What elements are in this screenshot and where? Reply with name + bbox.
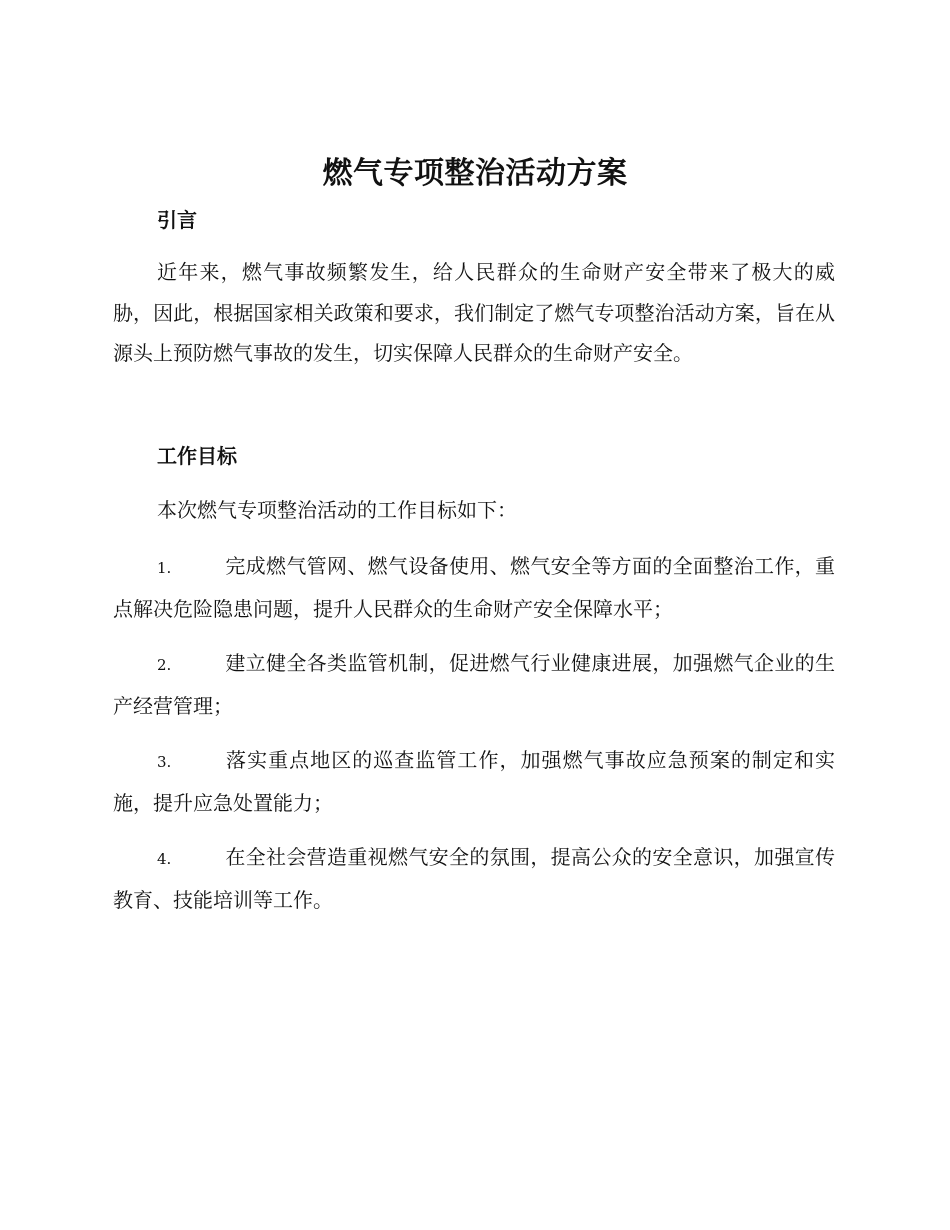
list-number: 4. xyxy=(157,850,172,868)
list-item-text: 落实重点地区的巡查监管工作，加强燃气事故应急预案的制定和实施，提升应急处置能力； xyxy=(113,748,835,815)
goal-list-item xyxy=(113,643,835,726)
list-item-text: 建立健全各类监管机制，促进燃气行业健康进展，加强燃气企业的生产经营管理； xyxy=(113,651,835,718)
introduction-paragraph: 近年来，燃气事故频繁发生，给人民群众的生命财产安全带来了极大的威胁，因此，根据国家相关政策和要求，我们制定了燃气专项整治活动方案，旨在从源头上预防燃气事故的发生，切实保障人民群众的生命财产安全。 xyxy=(113,260,835,365)
work-goals-intro-paragraph: 本次燃气专项整治活动的工作目标如下： xyxy=(157,498,517,522)
list-number: 2. xyxy=(157,656,172,674)
goal-list-item xyxy=(113,740,835,823)
list-item-text: 在全社会营造重视燃气安全的氛围，提高公众的安全意识，加强宣传教育、技能培训等工作。 xyxy=(113,845,835,912)
document-title: 燃气专项整治活动方案 xyxy=(322,156,628,191)
goal-list-item xyxy=(113,837,835,920)
goal-list-item xyxy=(113,546,835,629)
list-number: 3. xyxy=(157,753,172,771)
section-heading-introduction: 引言 xyxy=(157,208,197,232)
list-number: 1. xyxy=(157,559,172,577)
section-heading-work-goals: 工作目标 xyxy=(157,444,237,468)
list-item-text: 完成燃气管网、燃气设备使用、燃气安全等方面的全面整治工作，重点解决危险隐患问题，提升人民群众的生命财产安全保障水平； xyxy=(113,554,835,621)
